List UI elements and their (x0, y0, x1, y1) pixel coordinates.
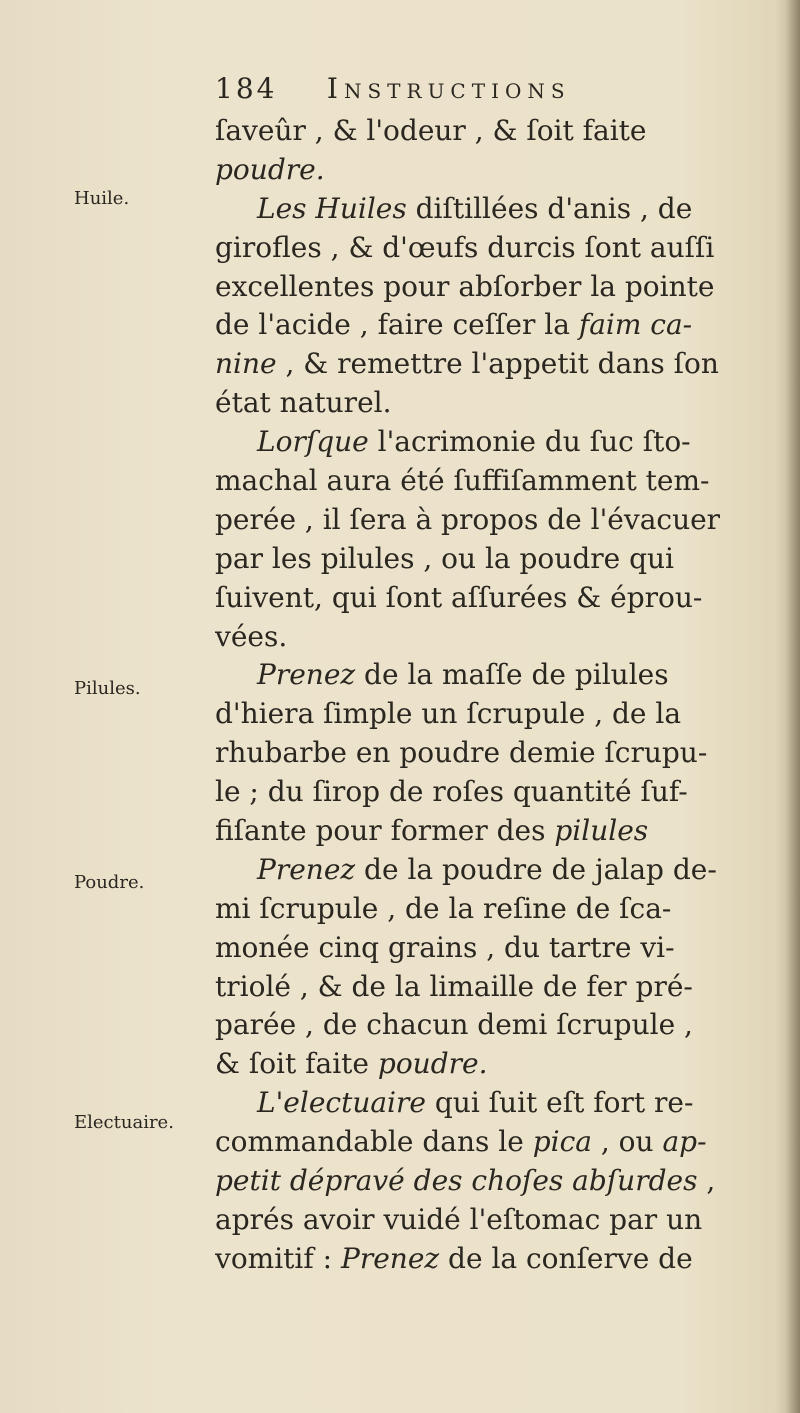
text-line (215, 812, 740, 851)
text-segment: diſtillées d'anis , de (406, 191, 693, 225)
text-line (215, 1240, 740, 1279)
text-segment: triolé , & de la limaille de fer pré- (215, 969, 693, 1003)
italic-segment: nine (215, 347, 277, 381)
text-segment: aprés avoir vuidé l'eſtomac par un (215, 1202, 703, 1236)
text-segment: , & remettre l'appetit dans ſon (276, 347, 719, 381)
text-segment: commandable dans le (215, 1125, 533, 1159)
text-line (215, 151, 740, 190)
text-segment: rhubarbe en poudre demie ſcrupu- (215, 736, 708, 770)
text-segment: fiſante pour former des (215, 814, 555, 848)
margin-note-electuaire: Electuaire. (74, 1112, 174, 1133)
text-line (215, 579, 740, 618)
text-segment: de la maſſe de pilules (355, 658, 669, 692)
text-segment: mi ſcrupule , de la reſine de ſca- (215, 891, 672, 925)
text-segment: girofles , & d'œufs durcis ſont auſſi (215, 230, 715, 264)
text-line (215, 423, 740, 462)
text-line (215, 112, 740, 151)
italic-segment: petit dépravé des choſes abſurdes (215, 1164, 698, 1198)
text-line (215, 1045, 740, 1084)
text-segment: vées. (215, 619, 288, 653)
text-line (215, 1201, 740, 1240)
text-line (215, 306, 740, 345)
text-line (215, 345, 740, 384)
text-line (215, 695, 740, 734)
text-segment: parée , de chacun demi ſcrupule , (215, 1008, 693, 1042)
text-segment: monée cinq grains , du tartre vi- (215, 930, 675, 964)
page-number: 184 (215, 72, 278, 105)
margin-note-huile: Huile. (74, 188, 130, 209)
text-line (215, 734, 740, 773)
italic-segment: Prenez (257, 852, 356, 886)
text-segment: de la conſerve de (439, 1241, 693, 1275)
text-segment: , (697, 1164, 716, 1198)
text-segment: état naturel. (215, 386, 392, 420)
text-line (215, 1006, 740, 1045)
text-line (215, 190, 740, 229)
text-segment: machal aura été ſuffiſamment tem- (215, 464, 710, 498)
italic-segment: faim ca- (578, 308, 693, 342)
italic-segment: Prenez (257, 658, 356, 692)
text-segment: d'hiera ſimple un ſcrupule , de la (215, 697, 682, 731)
text-segment: par les pilules , ou la poudre qui (215, 541, 675, 575)
italic-segment: Lorſque (257, 425, 369, 459)
text-segment: excellentes pour abſorber la pointe (215, 269, 715, 303)
text-line (215, 501, 740, 540)
margin-note-poudre: Poudre. (74, 872, 145, 893)
text-line (215, 384, 740, 423)
text-line (215, 462, 740, 501)
text-segment: ſaveûr , & l'odeur , & ſoit faite (215, 114, 647, 147)
text-line (215, 656, 740, 695)
text-line (215, 968, 740, 1007)
text-segment: le ; du ſirop de roſes quantité ſuf- (215, 775, 688, 809)
running-header (215, 72, 735, 112)
text-segment: qui ſuit eſt fort re- (425, 1086, 694, 1120)
text-segment: & ſoit faite (215, 1047, 378, 1081)
margin-note-pilules: Pilules. (74, 678, 141, 699)
text-line (215, 268, 740, 307)
italic-segment: pilules (554, 814, 649, 848)
italic-segment: Prenez (341, 1241, 440, 1275)
text-line (215, 890, 740, 929)
text-line (215, 773, 740, 812)
text-segment: vomitif : (215, 1241, 341, 1275)
italic-segment: pica (532, 1125, 592, 1159)
text-line (215, 1123, 740, 1162)
text-line (215, 229, 740, 268)
italic-segment: poudre. (215, 152, 325, 186)
text-segment: l'acrimonie du ſuc ſto- (368, 425, 691, 459)
page-edge-shadow (786, 0, 800, 1413)
text-line (215, 618, 740, 657)
text-segment: ſuivent, qui ſont aſſurées & éprou- (215, 580, 703, 614)
text-segment: de l'acide , faire ceſſer la (215, 308, 579, 342)
text-line (215, 929, 740, 968)
text-segment: , ou (591, 1125, 663, 1159)
text-line (215, 540, 740, 579)
body-text (215, 112, 740, 1279)
text-segment: perée , il ſera à propos de l'évacuer (215, 502, 721, 536)
italic-segment: Les Huiles (257, 191, 407, 225)
italic-segment: L'electuaire (257, 1086, 426, 1120)
text-segment: de la poudre de jalap de- (355, 852, 717, 886)
running-title: Instructions (326, 72, 571, 105)
text-line (215, 1162, 740, 1201)
text-line (215, 1084, 740, 1123)
italic-segment: poudre. (377, 1047, 488, 1081)
italic-segment: ap- (662, 1125, 707, 1159)
text-line (215, 851, 740, 890)
